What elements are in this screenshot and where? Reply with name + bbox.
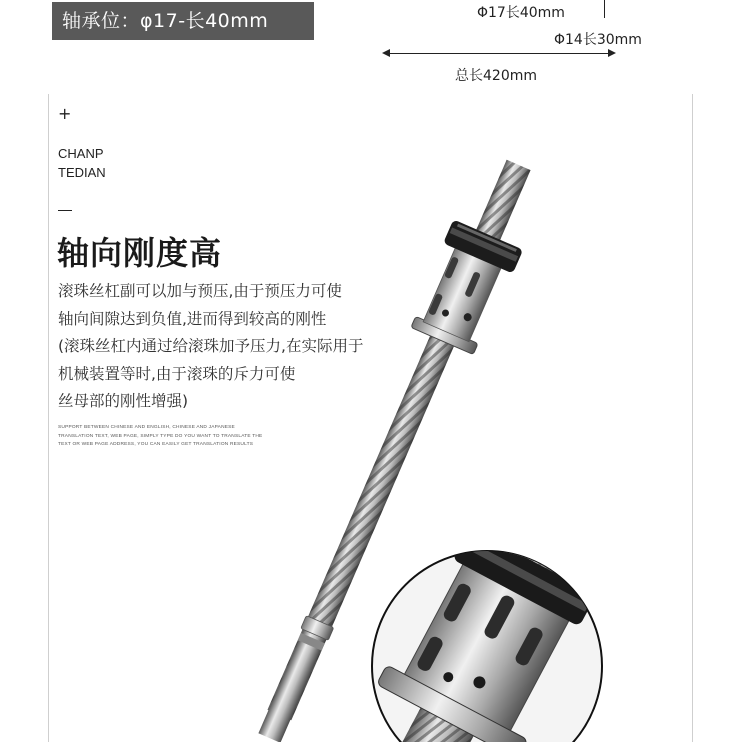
dimension-tick bbox=[604, 0, 605, 18]
frame-right-border bbox=[692, 94, 693, 742]
description-line: 机械装置等时,由于滚珠的斥力可使 bbox=[58, 364, 296, 383]
divider-dash bbox=[58, 210, 72, 211]
dimension-d17-label: Φ17长40mm bbox=[477, 5, 565, 21]
bearing-spec-badge: 轴承位：φ17-长40mm bbox=[52, 2, 314, 40]
dimension-d14-label: Φ14长30mm bbox=[554, 32, 642, 48]
brand-line-2: TEDIAN bbox=[58, 165, 106, 180]
plus-mark: + bbox=[58, 104, 72, 123]
description-line: 滚珠丝杠副可以加与预压,由于预压力可使 bbox=[58, 282, 342, 300]
total-length-label: 总长420mm bbox=[455, 68, 537, 84]
section-heading: 轴向刚度高 bbox=[57, 234, 223, 272]
arrow-right-icon bbox=[608, 49, 616, 57]
brand-name bbox=[58, 144, 106, 182]
brand-line-1: CHANP bbox=[58, 146, 104, 161]
description-line: 丝母部的刚性增强) bbox=[58, 392, 189, 410]
fine-print: SUPPORT BETWEEN CHINESE AND ENGLISH, CHINESE AND JAPANESE TRANSLATION TEXT, WEB PAGE, SIMPLY TYPE DO YOU WANT TO TRANSLATE THE TEXT OR WEB PAGE ADDRESS, YOU CAN EASILY GET TRANSLATION RESULTS bbox=[58, 425, 263, 447]
description-text bbox=[58, 278, 438, 416]
dimension-line bbox=[388, 53, 610, 54]
description-line: 轴向间隙达到负值,进而得到较高的刚性 bbox=[58, 309, 327, 328]
frame-left-border bbox=[48, 94, 49, 742]
description-line: (滚珠丝杠内通过给滚珠加予压力,在实际用于 bbox=[58, 337, 364, 355]
